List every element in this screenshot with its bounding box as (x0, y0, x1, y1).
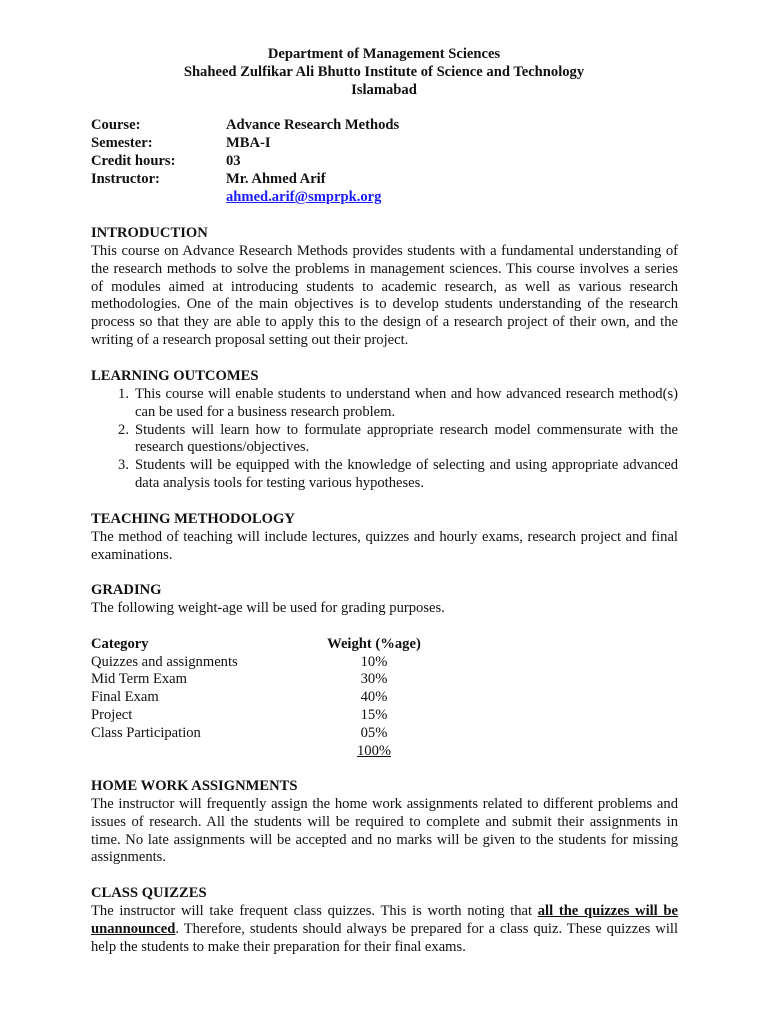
table-row (91, 671, 429, 689)
email-row (91, 189, 691, 207)
weight-column-header: Weight (%age) (327, 635, 421, 652)
table-header-row (91, 636, 429, 654)
table-row (91, 689, 429, 707)
class-quizzes-body (91, 903, 678, 956)
grading-section (91, 582, 678, 760)
list-item (91, 457, 678, 493)
instructor-email-link[interactable]: ahmed.arif@smprpk.org (226, 189, 382, 205)
teaching-methodology-body: The method of teaching will include lectures, quizzes and hourly exams, research project and final examinations. (91, 529, 678, 563)
semester-label: Semester: (91, 135, 153, 151)
category-cell: Final Exam (91, 689, 159, 706)
category-cell: Class Participation (91, 724, 201, 741)
table-total-row (91, 743, 429, 761)
homework-body: The instructor will frequently assign the home work assignments related to different problems and issues of research. All the students will be required to complete and submit their assignments in time. No late assignments will be accepted and no marks will be given to the students for missing assignments. (91, 796, 678, 866)
course-label: Course: (91, 117, 141, 133)
course-row (91, 117, 691, 135)
document-header (0, 46, 768, 100)
list-item-text: Students will be equipped with the knowledge of selecting and using appropriate advanced data analysis tools for testing various hypotheses. (135, 457, 678, 491)
list-item-text: This course will enable students to understand when and how advanced research method(s) can be used for a business research problem. (135, 386, 678, 420)
course-info (91, 117, 691, 207)
class-quizzes-section (91, 885, 678, 956)
instructor-label: Instructor: (91, 171, 160, 187)
department-name: Department of Management Sciences (267, 46, 501, 62)
quizzes-body-start: The instructor will take frequent class quizzes. This is worth noting that (91, 903, 538, 919)
grading-heading: GRADING (91, 582, 162, 598)
teaching-methodology-section (91, 511, 678, 565)
homework-heading: HOME WORK ASSIGNMENTS (91, 778, 298, 794)
credit-hours-value: 03 (226, 153, 241, 169)
list-item-number: 3. (118, 457, 129, 474)
weight-cell: 10% (360, 653, 388, 670)
instructor-value: Mr. Ahmed Arif (226, 171, 326, 187)
category-cell: Project (91, 706, 133, 723)
quizzes-body-end: . Therefore, students should always be prepared for a class quiz. These quizzes will help the students to make their preparation for their final exams. (91, 920, 678, 955)
weight-cell: 05% (360, 724, 388, 741)
category-cell: Mid Term Exam (91, 671, 187, 688)
list-item-number: 1. (118, 386, 129, 402)
table-row (91, 654, 429, 672)
list-item (91, 386, 678, 422)
learning-outcomes-list (91, 386, 678, 493)
homework-section (91, 778, 678, 867)
grading-table (91, 636, 429, 761)
weight-cell: 15% (360, 706, 388, 723)
weight-total: 100% (356, 742, 392, 759)
semester-row (91, 135, 691, 153)
category-column-header: Category (91, 635, 149, 652)
teaching-methodology-heading: TEACHING METHODOLOGY (91, 511, 295, 527)
instructor-row (91, 171, 691, 189)
class-quizzes-heading: CLASS QUIZZES (91, 885, 207, 901)
credit-hours-label: Credit hours: (91, 153, 176, 169)
grading-intro: The following weight-age will be used for grading purposes. (91, 600, 445, 616)
category-cell: Quizzes and assignments (91, 653, 238, 670)
list-item-number: 2. (118, 421, 129, 438)
table-row (91, 707, 429, 725)
learning-outcomes-heading: LEARNING OUTCOMES (91, 368, 259, 384)
list-item-text: Students will learn how to formulate appropriate research model commensurate with the research questions/objectives. (135, 421, 678, 456)
course-value: Advance Research Methods (226, 117, 400, 133)
weight-cell: 30% (360, 671, 388, 688)
semester-value: MBA-I (226, 135, 271, 151)
table-row (91, 725, 429, 743)
learning-outcomes-section (91, 368, 678, 493)
introduction-heading: INTRODUCTION (91, 225, 208, 241)
weight-cell: 40% (360, 689, 388, 706)
credit-hours-row (91, 153, 691, 171)
introduction-body: This course on Advance Research Methods provides students with a fundamental understanding of the research methods to solve the problems in management sciences. This course involves a series of modules aimed at introducing students to academic research, as well as various research methodologies. One of the main objectives is to develop students understanding of the research process so that they are able to apply this to the design of a research project of their own, and the writing of a research proposal setting out their project. (91, 243, 678, 348)
city-name: Islamabad (351, 82, 417, 98)
institute-name: Shaheed Zulfikar Ali Bhutto Institute of Science and Technology (183, 64, 585, 80)
list-item (91, 422, 678, 458)
introduction-section (91, 225, 678, 350)
quizzes-emphasis: all the quizzes will be unannounced (91, 903, 678, 937)
